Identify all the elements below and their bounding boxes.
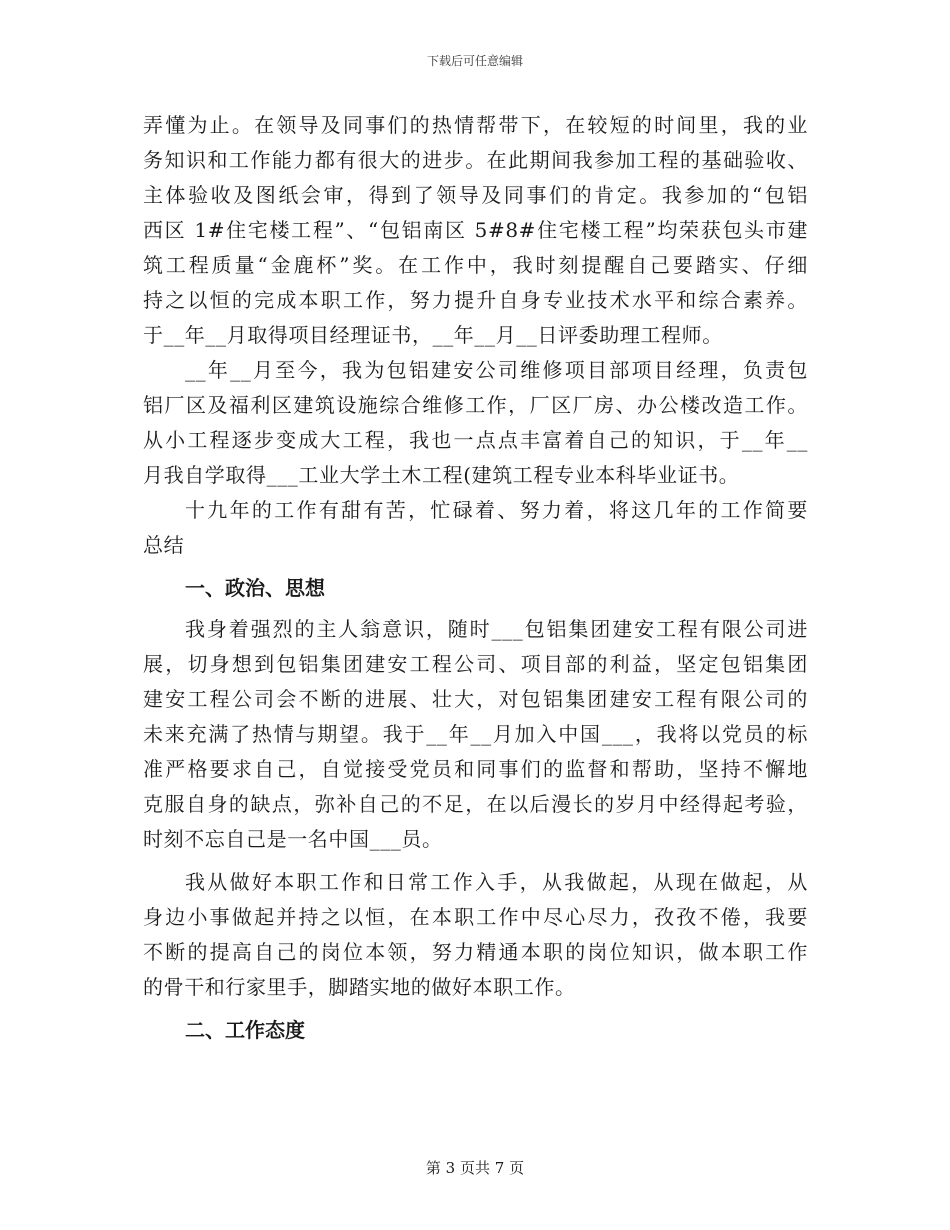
text-line: 铝厂区及福利区建筑设施综合维修工作，厂区厂房、办公楼改造工作。 — [143, 393, 808, 417]
text-line: 的骨干和行家里手，脚踏实地的做好本职工作。 — [143, 975, 576, 999]
text-line: 务知识和工作能力都有很大的进步。在此期间我参加工程的基础验收、 — [143, 148, 808, 172]
paragraph-spacer — [143, 857, 808, 865]
section-heading-work-attitude: 二、工作态度 — [185, 1018, 305, 1042]
document-body — [143, 108, 808, 1054]
text-line: 展，切身想到包铝集团建安工程公司、项目部的利益，坚定包铝集团 — [143, 652, 808, 676]
text-line: 月我自学取得___工业大学土木工程(建筑工程专业本科毕业证书。 — [143, 463, 740, 487]
text-line: 弄懂为止。在领导及同事们的热情帮带下，在较短的时间里，我的业 — [143, 113, 808, 137]
text-line: __年__月至今，我为包铝建安公司维修项目部项目经理，负责包 — [185, 358, 808, 382]
text-line: 准严格要求自己，自觉接受党员和同事们的监督和帮助，坚持不懈地 — [143, 757, 808, 781]
text-line: 未来充满了热情与期望。我于__年__月加入中国___，我将以党员的标 — [143, 722, 808, 746]
paragraph-1 — [143, 108, 808, 353]
text-line: 持之以恒的完成本职工作，努力提升自身专业技术水平和综合素养。 — [143, 288, 808, 312]
text-line: 我身着强烈的主人翁意识，随时___包铝集团建安工程有限公司进 — [185, 617, 808, 641]
text-line: 我从做好本职工作和日常工作入手，从我做起，从现在做起，从 — [185, 870, 808, 894]
page-number: 第 3 页共 7 页 — [425, 1159, 525, 1177]
text-line: 西区 1#住宅楼工程”、“包铝南区 5#8#住宅楼工程”均荣获包头市建 — [143, 218, 808, 242]
paragraph-4 — [143, 612, 808, 857]
text-line: 十九年的工作有甜有苦，忙碌着、努力着，将这几年的工作简要 — [185, 498, 808, 522]
text-line: 筑工程质量“金鹿杯”奖。在工作中，我时刻提醒自己要踏实、仔细 — [143, 253, 808, 277]
text-line: 克服自身的缺点，弥补自己的不足，在以后漫长的岁月中经得起考验， — [143, 792, 808, 816]
text-line: 身边小事做起并持之以恒，在本职工作中尽心尽力，孜孜不倦，我要 — [143, 905, 808, 929]
text-line: 于__年__月取得项目经理证书，__年__月__日评委助理工程师。 — [143, 323, 723, 347]
text-line: 主体验收及图纸会审，得到了领导及同事们的肯定。我参加的“包铝 — [143, 183, 808, 207]
section-heading-politics: 一、政治、思想 — [185, 576, 325, 600]
paragraph-3 — [143, 493, 808, 563]
text-line: 不断的提高自己的岗位本领，努力精通本职的岗位知识，做本职工作 — [143, 940, 808, 964]
text-line: 建安工程公司会不断的进展、壮大，对包铝集团建安工程有限公司的 — [143, 687, 808, 711]
text-line: 时刻不忘自己是一名中国___员。 — [143, 827, 443, 851]
paragraph-2 — [143, 353, 808, 493]
text-line: 从小工程逐步变成大工程，我也一点点丰富着自己的知识，于__年__ — [143, 428, 808, 452]
paragraph-5 — [143, 865, 808, 1005]
page-header: 下载后可任意编辑 — [426, 54, 523, 68]
text-line: 总结 — [143, 533, 185, 557]
